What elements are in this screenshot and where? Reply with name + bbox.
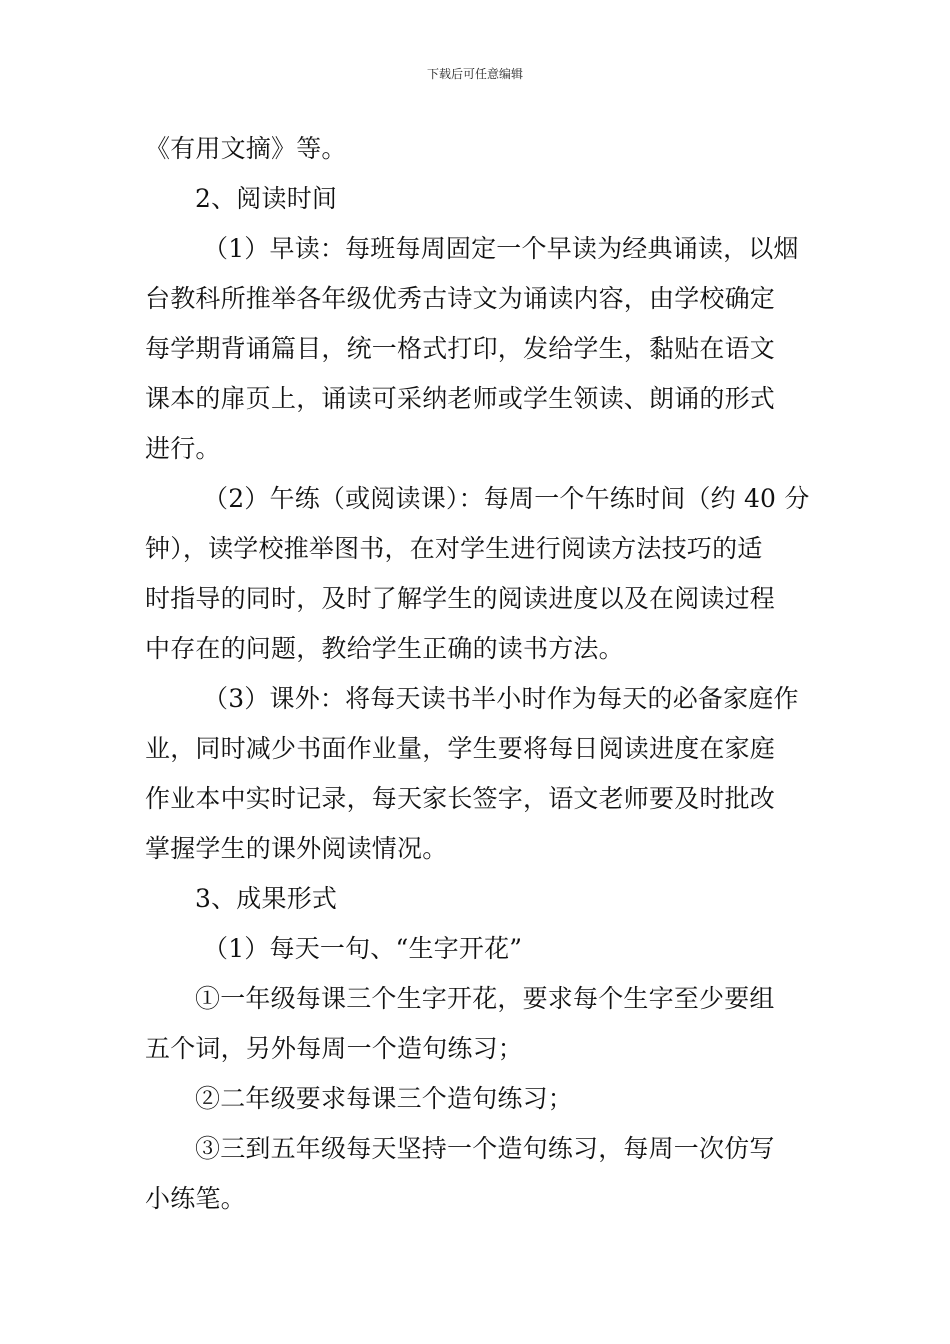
- paragraph-line: 时指导的同时，及时了解学生的阅读进度以及在阅读过程: [145, 584, 776, 613]
- list-item-line: 五个词，另外每周一个造句练习；: [145, 1034, 524, 1063]
- list-item-line: ③三到五年级每天坚持一个造句练习，每周一次仿写: [195, 1134, 775, 1163]
- paragraph-line: 进行。: [145, 434, 221, 463]
- paragraph-line: 作业本中实时记录，每天家长签字，语文老师要及时批改: [145, 784, 776, 813]
- paragraph-line: 掌握学生的课外阅读情况。: [145, 834, 448, 863]
- subsection-heading: （1）每天一句、“生字开花”: [203, 934, 523, 963]
- paragraph-line: 课本的扉页上，诵读可采纳老师或学生领读、朗诵的形式: [145, 384, 776, 413]
- list-item-line: 小练笔。: [145, 1184, 246, 1213]
- paragraph-line: 台教科所推举各年级优秀古诗文为诵读内容，由学校确定: [145, 284, 776, 313]
- paragraph-line: 每学期背诵篇目，统一格式打印，发给学生，黏贴在语文: [145, 334, 776, 363]
- list-item-line: ②二年级要求每课三个造句练习；: [195, 1084, 574, 1113]
- page-header: 下载后可任意编辑: [426, 67, 523, 81]
- list-item-line: ①一年级每课三个生字开花，要求每个生字至少要组: [195, 984, 775, 1013]
- section-heading: 3、成果形式: [195, 884, 338, 913]
- paragraph-line: 中存在的问题，教给学生正确的读书方法。: [145, 634, 624, 663]
- paragraph-line: 《有用文摘》等。: [145, 134, 347, 163]
- paragraph-line: （2）午练（或阅读课）：每周一个午练时间（约 40 分: [203, 484, 810, 513]
- document-body: [145, 124, 810, 1224]
- section-heading: 2、阅读时间: [195, 184, 338, 213]
- paragraph-line: （1）早读：每班每周固定一个早读为经典诵读，以烟: [203, 234, 799, 263]
- paragraph-line: （3）课外：将每天读书半小时作为每天的必备家庭作: [203, 684, 799, 713]
- paragraph-line: 钟），读学校推举图书，在对学生进行阅读方法技巧的适: [145, 534, 763, 563]
- paragraph-line: 业，同时减少书面作业量，学生要将每日阅读进度在家庭: [145, 734, 776, 763]
